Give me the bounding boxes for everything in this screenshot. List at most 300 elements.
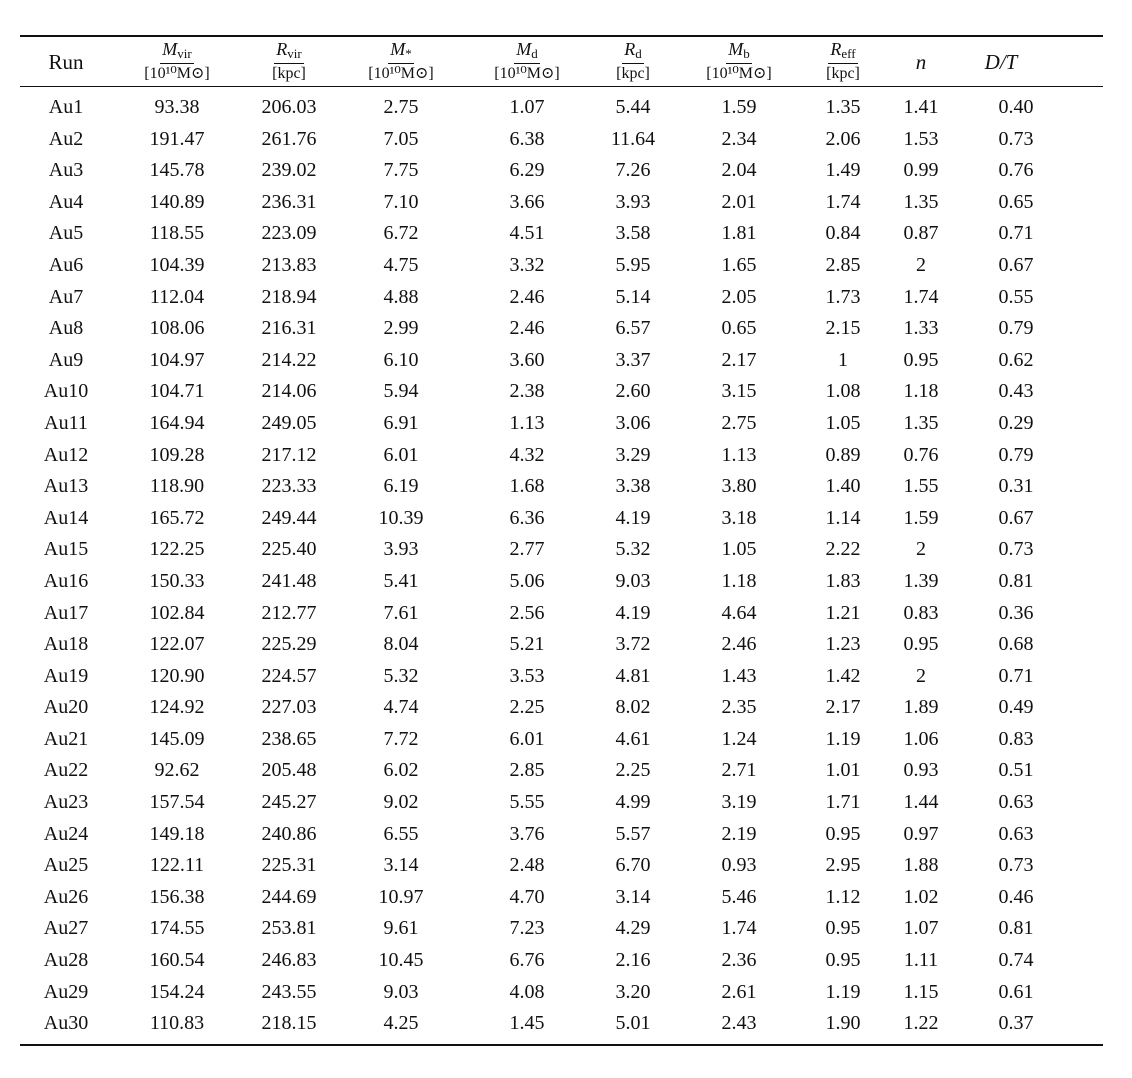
cell-mvir: 157.54 (149, 791, 205, 814)
cell-mvir: 92.62 (154, 759, 200, 782)
cell-dt: 0.68 (998, 633, 1034, 656)
cell-rd: 4.29 (615, 917, 651, 940)
cell-md: 7.23 (509, 917, 545, 940)
cell-rd: 5.32 (615, 538, 651, 561)
cell-reff: 0.84 (825, 222, 861, 245)
cell-dt: 0.83 (998, 727, 1034, 750)
cell-mb: 1.18 (721, 569, 757, 592)
cell-mvir: 104.39 (149, 253, 205, 276)
table-row (0, 187, 1132, 219)
cell-n: 1.44 (903, 791, 939, 814)
table-body (0, 92, 1132, 1040)
cell-reff: 2.85 (825, 253, 861, 276)
cell-n: 1.53 (903, 127, 939, 150)
cell-reff: 0.95 (825, 822, 861, 845)
cell-md: 2.46 (509, 317, 545, 340)
table-row (0, 977, 1132, 1009)
cell-rvir: 205.48 (261, 759, 317, 782)
cell-rd: 5.57 (615, 822, 651, 845)
cell-dt: 0.73 (998, 854, 1034, 877)
cell-rvir: 218.94 (261, 285, 317, 308)
cell-run: Au7 (48, 285, 84, 308)
cell-mstar: 7.61 (383, 601, 419, 624)
cell-rvir: 225.29 (261, 633, 317, 656)
header-md: $M_d$ [10¹⁰M⊙] (494, 39, 560, 82)
table-row (0, 566, 1132, 598)
cell-dt: 0.40 (998, 96, 1034, 118)
cell-mstar: 6.01 (383, 443, 419, 466)
cell-n: 2 (916, 253, 926, 276)
cell-reff: 1.42 (825, 664, 861, 687)
cell-run: Au8 (48, 317, 84, 340)
cell-md: 6.29 (509, 159, 545, 182)
cell-md: 3.60 (509, 348, 545, 371)
cell-rvir: 245.27 (261, 791, 317, 814)
cell-run: Au27 (43, 917, 89, 940)
cell-mb: 2.19 (721, 822, 757, 845)
cell-dt: 0.79 (998, 443, 1034, 466)
header-reff: $R_{eff}$ [kpc] (826, 39, 860, 82)
cell-run: Au9 (48, 348, 84, 371)
cell-md: 2.77 (509, 538, 545, 561)
table-row (0, 282, 1132, 314)
cell-mb: 4.64 (721, 601, 757, 624)
cell-mvir: 145.78 (149, 159, 205, 182)
cell-dt: 0.67 (998, 253, 1034, 276)
table-row (0, 850, 1132, 882)
bottom-rule (20, 1044, 1103, 1046)
cell-reff: 0.89 (825, 443, 861, 466)
cell-rd: 2.60 (615, 380, 651, 403)
cell-mstar: 7.10 (383, 190, 419, 213)
cell-mb: 1.81 (721, 222, 757, 245)
cell-n: 0.93 (903, 759, 939, 782)
cell-dt: 0.81 (998, 917, 1034, 940)
cell-mstar: 9.61 (383, 917, 419, 940)
cell-mstar: 7.75 (383, 159, 419, 182)
cell-rd: 4.19 (615, 506, 651, 529)
cell-mstar: 6.10 (383, 348, 419, 371)
cell-rvir: 224.57 (261, 664, 317, 687)
cell-rvir: 225.40 (261, 538, 317, 561)
table-row (0, 345, 1132, 377)
cell-md: 6.38 (509, 127, 545, 150)
cell-reff: 1.83 (825, 569, 861, 592)
table-row (0, 724, 1132, 756)
cell-rd: 8.02 (615, 696, 651, 719)
cell-n: 1.07 (903, 917, 939, 940)
cell-rvir: 244.69 (261, 885, 317, 908)
cell-run: Au16 (43, 569, 89, 592)
cell-md: 6.01 (509, 727, 545, 750)
cell-dt: 0.73 (998, 127, 1034, 150)
cell-dt: 0.55 (998, 285, 1034, 308)
cell-reff: 1.01 (825, 759, 861, 782)
cell-mstar: 6.72 (383, 222, 419, 245)
header-rvir: $R_{vir}$ [kpc] (272, 39, 306, 82)
table-row (0, 440, 1132, 472)
cell-mvir: 140.89 (149, 190, 205, 213)
cell-run: Au25 (43, 854, 89, 877)
cell-rd: 3.14 (615, 885, 651, 908)
cell-reff: 1.21 (825, 601, 861, 624)
cell-reff: 2.22 (825, 538, 861, 561)
cell-rd: 5.44 (615, 96, 651, 118)
cell-mstar: 5.41 (383, 569, 419, 592)
cell-dt: 0.65 (998, 190, 1034, 213)
cell-rvir: 227.03 (261, 696, 317, 719)
table-row (0, 598, 1132, 630)
cell-reff: 1.90 (825, 1012, 861, 1035)
cell-rvir: 217.12 (261, 443, 317, 466)
header-run: Run (48, 49, 84, 74)
cell-mstar: 6.02 (383, 759, 419, 782)
cell-mvir: 110.83 (149, 1012, 205, 1035)
cell-md: 6.36 (509, 506, 545, 529)
cell-run: Au12 (43, 443, 89, 466)
cell-rvir: 225.31 (261, 854, 317, 877)
table-row (0, 155, 1132, 187)
cell-mb: 2.71 (721, 759, 757, 782)
cell-mstar: 4.75 (383, 253, 419, 276)
cell-rd: 3.20 (615, 980, 651, 1003)
cell-mvir: 149.18 (149, 822, 205, 845)
cell-run: Au28 (43, 949, 89, 972)
cell-dt: 0.76 (998, 159, 1034, 182)
cell-mvir: 122.07 (149, 633, 205, 656)
cell-mstar: 2.99 (383, 317, 419, 340)
cell-reff: 1.19 (825, 727, 861, 750)
cell-mvir: 160.54 (149, 949, 205, 972)
cell-dt: 0.81 (998, 569, 1034, 592)
cell-mvir: 102.84 (149, 601, 205, 624)
cell-n: 2 (916, 664, 926, 687)
cell-rvir: 223.09 (261, 222, 317, 245)
cell-rvir: 213.83 (261, 253, 317, 276)
cell-mb: 2.43 (721, 1012, 757, 1035)
cell-run: Au24 (43, 822, 89, 845)
cell-rvir: 246.83 (261, 949, 317, 972)
table-row (0, 503, 1132, 535)
cell-n: 1.15 (903, 980, 939, 1003)
cell-run: Au14 (43, 506, 89, 529)
cell-run: Au5 (48, 222, 84, 245)
cell-mstar: 8.04 (383, 633, 419, 656)
cell-md: 2.46 (509, 285, 545, 308)
cell-dt: 0.73 (998, 538, 1034, 561)
cell-n: 1.22 (903, 1012, 939, 1035)
cell-mstar: 4.25 (383, 1012, 419, 1035)
cell-run: Au3 (48, 159, 84, 182)
cell-mvir: 145.09 (149, 727, 205, 750)
cell-mvir: 108.06 (149, 317, 205, 340)
cell-mb: 1.43 (721, 664, 757, 687)
cell-n: 0.76 (903, 443, 939, 466)
cell-rvir: 214.22 (261, 348, 317, 371)
table-row (0, 250, 1132, 282)
cell-mvir: 104.71 (149, 380, 205, 403)
cell-mvir: 122.25 (149, 538, 205, 561)
cell-md: 1.13 (509, 411, 545, 434)
cell-md: 3.32 (509, 253, 545, 276)
cell-mvir: 150.33 (149, 569, 205, 592)
cell-n: 0.95 (903, 348, 939, 371)
cell-run: Au22 (43, 759, 89, 782)
cell-rvir: 253.81 (261, 917, 317, 940)
cell-dt: 0.62 (998, 348, 1034, 371)
cell-mvir: 120.90 (149, 664, 205, 687)
cell-rd: 3.06 (615, 411, 651, 434)
cell-md: 4.32 (509, 443, 545, 466)
cell-reff: 2.95 (825, 854, 861, 877)
cell-mstar: 9.03 (383, 980, 419, 1003)
cell-rd: 7.26 (615, 159, 651, 182)
cell-rd: 11.64 (610, 127, 656, 150)
table-row (0, 534, 1132, 566)
cell-reff: 2.15 (825, 317, 861, 340)
cell-mb: 2.75 (721, 411, 757, 434)
cell-mb: 0.65 (721, 317, 757, 340)
cell-n: 1.02 (903, 885, 939, 908)
cell-rvir: 212.77 (261, 601, 317, 624)
table-row (0, 218, 1132, 250)
cell-n: 1.35 (903, 190, 939, 213)
cell-mstar: 3.14 (383, 854, 419, 877)
cell-mvir: 164.94 (149, 411, 205, 434)
cell-mb: 3.18 (721, 506, 757, 529)
cell-rvir: 218.15 (261, 1012, 317, 1035)
cell-dt: 0.31 (998, 475, 1034, 498)
cell-mb: 3.19 (721, 791, 757, 814)
cell-mb: 3.15 (721, 380, 757, 403)
cell-rd: 3.72 (615, 633, 651, 656)
cell-md: 2.48 (509, 854, 545, 877)
cell-dt: 0.63 (998, 791, 1034, 814)
cell-md: 2.38 (509, 380, 545, 403)
table-row (0, 408, 1132, 440)
cell-md: 2.25 (509, 696, 545, 719)
cell-mvir: 156.38 (149, 885, 205, 908)
table-row (0, 661, 1132, 693)
cell-reff: 2.06 (825, 127, 861, 150)
header-rd: $R_d$ [kpc] (616, 39, 650, 82)
cell-md: 3.66 (509, 190, 545, 213)
cell-rd: 5.95 (615, 253, 651, 276)
cell-mb: 0.93 (721, 854, 757, 877)
cell-run: Au18 (43, 633, 89, 656)
cell-rvir: 243.55 (261, 980, 317, 1003)
header-n: n (915, 49, 927, 74)
cell-reff: 0.95 (825, 917, 861, 940)
cell-rvir: 238.65 (261, 727, 317, 750)
cell-mvir: 122.11 (149, 854, 205, 877)
cell-run: Au11 (44, 411, 88, 434)
cell-rd: 6.70 (615, 854, 651, 877)
cell-mb: 5.46 (721, 885, 757, 908)
cell-n: 1.41 (903, 96, 939, 118)
cell-mb: 2.01 (721, 190, 757, 213)
cell-run: Au30 (43, 1012, 89, 1035)
cell-reff: 1.12 (825, 885, 861, 908)
cell-run: Au20 (43, 696, 89, 719)
cell-rvir: 240.86 (261, 822, 317, 845)
cell-n: 1.39 (903, 569, 939, 592)
cell-dt: 0.51 (998, 759, 1034, 782)
cell-dt: 0.49 (998, 696, 1034, 719)
cell-n: 1.88 (903, 854, 939, 877)
cell-run: Au13 (43, 475, 89, 498)
cell-mb: 2.05 (721, 285, 757, 308)
cell-mvir: 112.04 (149, 285, 205, 308)
cell-mb: 2.34 (721, 127, 757, 150)
cell-reff: 1.08 (825, 380, 861, 403)
cell-n: 2 (916, 538, 926, 561)
cell-n: 0.87 (903, 222, 939, 245)
cell-run: Au29 (43, 980, 89, 1003)
cell-rd: 3.58 (615, 222, 651, 245)
cell-rd: 2.25 (615, 759, 651, 782)
table-row (0, 629, 1132, 661)
cell-n: 1.33 (903, 317, 939, 340)
cell-mb: 2.04 (721, 159, 757, 182)
cell-mstar: 9.02 (383, 791, 419, 814)
cell-rd: 4.61 (615, 727, 651, 750)
cell-dt: 0.79 (998, 317, 1034, 340)
cell-run: Au26 (43, 885, 89, 908)
cell-mstar: 10.97 (378, 885, 424, 908)
cell-n: 1.18 (903, 380, 939, 403)
cell-md: 2.56 (509, 601, 545, 624)
cell-md: 5.21 (509, 633, 545, 656)
cell-md: 5.55 (509, 791, 545, 814)
cell-mstar: 6.91 (383, 411, 419, 434)
cell-run: Au21 (43, 727, 89, 750)
cell-md: 4.08 (509, 980, 545, 1003)
cell-reff: 1 (838, 348, 848, 371)
cell-run: Au6 (48, 253, 84, 276)
cell-mvir: 165.72 (149, 506, 205, 529)
cell-md: 3.53 (509, 664, 545, 687)
cell-mstar: 4.74 (383, 696, 419, 719)
table-row (0, 755, 1132, 787)
cell-rd: 9.03 (615, 569, 651, 592)
cell-mstar: 6.19 (383, 475, 419, 498)
cell-rd: 4.81 (615, 664, 651, 687)
cell-n: 1.55 (903, 475, 939, 498)
table-row (0, 92, 1132, 124)
cell-md: 2.85 (509, 759, 545, 782)
cell-rvir: 206.03 (261, 96, 317, 118)
cell-rd: 3.93 (615, 190, 651, 213)
cell-n: 1.06 (903, 727, 939, 750)
cell-dt: 0.61 (998, 980, 1034, 1003)
cell-reff: 1.49 (825, 159, 861, 182)
cell-reff: 1.35 (825, 96, 861, 118)
cell-reff: 1.73 (825, 285, 861, 308)
cell-rd: 3.29 (615, 443, 651, 466)
cell-mstar: 2.75 (383, 96, 419, 118)
cell-mstar: 10.45 (378, 949, 424, 972)
cell-mb: 1.05 (721, 538, 757, 561)
top-rule (20, 35, 1103, 37)
cell-md: 4.51 (509, 222, 545, 245)
cell-rvir: 249.44 (261, 506, 317, 529)
table-row (0, 787, 1132, 819)
cell-run: Au17 (43, 601, 89, 624)
cell-run: Au4 (48, 190, 84, 213)
cell-rd: 4.99 (615, 791, 651, 814)
cell-n: 0.99 (903, 159, 939, 182)
cell-mb: 1.65 (721, 253, 757, 276)
cell-rvir: 261.76 (261, 127, 317, 150)
cell-run: Au1 (48, 96, 84, 118)
table-row (0, 376, 1132, 408)
cell-md: 1.45 (509, 1012, 545, 1035)
cell-mstar: 5.94 (383, 380, 419, 403)
cell-dt: 0.67 (998, 506, 1034, 529)
cell-mb: 2.35 (721, 696, 757, 719)
header-rule (20, 86, 1103, 87)
cell-dt: 0.71 (998, 222, 1034, 245)
cell-dt: 0.74 (998, 949, 1034, 972)
cell-reff: 1.71 (825, 791, 861, 814)
cell-md: 1.07 (509, 96, 545, 118)
cell-mstar: 7.72 (383, 727, 419, 750)
cell-mvir: 191.47 (149, 127, 205, 150)
cell-md: 5.06 (509, 569, 545, 592)
table-row (0, 1008, 1132, 1040)
cell-rd: 5.01 (615, 1012, 651, 1035)
cell-mstar: 6.55 (383, 822, 419, 845)
cell-reff: 1.23 (825, 633, 861, 656)
cell-n: 0.97 (903, 822, 939, 845)
cell-dt: 0.46 (998, 885, 1034, 908)
cell-n: 0.95 (903, 633, 939, 656)
cell-rd: 4.19 (615, 601, 651, 624)
table-row (0, 913, 1132, 945)
table-row (0, 692, 1132, 724)
header-mb: $M_b$ [10¹⁰M⊙] (706, 39, 772, 82)
header-mvir: $M_{vir}$ [10¹⁰M⊙] (144, 39, 210, 82)
cell-mstar: 5.32 (383, 664, 419, 687)
cell-mvir: 118.55 (149, 222, 205, 245)
cell-dt: 0.43 (998, 380, 1034, 403)
cell-rvir: 239.02 (261, 159, 317, 182)
cell-mvir: 174.55 (149, 917, 205, 940)
table-row (0, 124, 1132, 156)
cell-reff: 1.05 (825, 411, 861, 434)
cell-md: 6.76 (509, 949, 545, 972)
cell-md: 3.76 (509, 822, 545, 845)
cell-dt: 0.71 (998, 664, 1034, 687)
cell-mb: 1.74 (721, 917, 757, 940)
cell-run: Au15 (43, 538, 89, 561)
cell-mb: 2.46 (721, 633, 757, 656)
cell-mvir: 118.90 (149, 475, 205, 498)
cell-mb: 2.36 (721, 949, 757, 972)
cell-n: 0.83 (903, 601, 939, 624)
table-row (0, 819, 1132, 851)
cell-mvir: 93.38 (154, 96, 200, 118)
cell-dt: 0.36 (998, 601, 1034, 624)
cell-rd: 5.14 (615, 285, 651, 308)
table-row (0, 471, 1132, 503)
cell-rd: 6.57 (615, 317, 651, 340)
cell-rd: 3.37 (615, 348, 651, 371)
cell-reff: 1.40 (825, 475, 861, 498)
cell-mb: 3.80 (721, 475, 757, 498)
cell-run: Au2 (48, 127, 84, 150)
